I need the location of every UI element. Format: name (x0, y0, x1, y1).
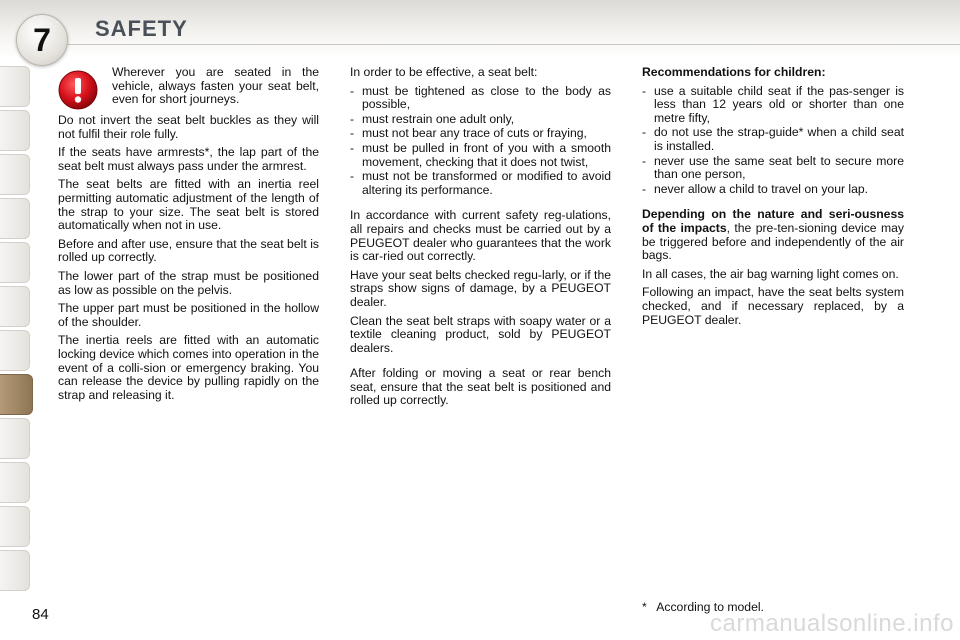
list-item: - must be tightened as close to the body as possible, (350, 85, 611, 112)
paragraph: If the seats have armrests*, the lap part of the seat belt must always pass under the armrest. (58, 145, 319, 173)
warning-block (58, 66, 319, 114)
chapter-tab[interactable] (0, 418, 30, 459)
column-left (58, 66, 319, 407)
chapter-tab[interactable] (0, 242, 30, 283)
exclamation-icon (58, 70, 98, 110)
chapter-tab-strip (0, 66, 34, 594)
chapter-number-badge: 7 (16, 14, 68, 66)
paragraph: In all cases, the air bag warning light comes on. (642, 266, 899, 281)
intro-paragraph: In order to be effective, a seat belt: (350, 65, 538, 79)
impact-text: , the pre-ten-sioning device may be triggered before and independently of the air bags. (642, 220, 904, 263)
list-item: - must be pulled in front of you with a smooth movement, checking that it does not twist, (350, 142, 611, 169)
list-item: - must not bear any trace of cuts or fraying, (350, 127, 611, 141)
list-item: - must not be transformed or modified to avoid altering its performance. (350, 170, 611, 197)
paragraph: The seat belts are fitted with an inertia reel permitting automatic adjustment of the length of the strap to your size. The seat belt is stored automatically when not in use. (58, 177, 319, 233)
footnote: * According to model. (642, 600, 764, 614)
chapter-tab[interactable] (0, 154, 30, 195)
chapter-tab[interactable] (0, 330, 30, 371)
chapter-tab-active[interactable] (0, 374, 33, 415)
list-item: - must restrain one adult only, (350, 113, 611, 127)
paragraph: Do not invert the seat belt buckles as they will not fulfil their role fully. (58, 113, 319, 141)
paragraph: The inertia reels are fitted with an automatic locking device which comes into operation in the event of a colli-sion or emergency braking. You can release the device by pulling rapidly on the strap and releasing it. (58, 333, 319, 402)
chapter-title: SAFETY (95, 16, 188, 41)
paragraph: Following an impact, have the seat belts system checked, and if necessary replaced, by a PEUGEOT dealer. (642, 285, 904, 327)
chapter-tab[interactable] (0, 198, 30, 239)
page-number: 84 (32, 606, 49, 623)
header-divider (60, 44, 960, 45)
chapter-tab[interactable] (0, 550, 30, 591)
children-recommendations-list (642, 85, 904, 197)
seat-belt-requirements-list (350, 85, 611, 198)
paragraph: Clean the seat belt straps with soapy water or a textile cleaning product, sold by PEUGEOT dealers. (350, 313, 611, 355)
column-right (642, 66, 904, 332)
watermark: carmanualsonline.info (710, 610, 954, 637)
list-item: - never allow a child to travel on your lap. (642, 183, 904, 197)
chapter-tab[interactable] (0, 506, 30, 547)
list-item: - use a suitable child seat if the pas-senger is less than 12 years old or shorter than one metre fifty, (642, 85, 904, 126)
intro-paragraph: Wherever you are seated in the vehicle, always fasten your seat belt, even for short journeys. (112, 66, 319, 107)
children-heading: Recommendations for children: (642, 65, 826, 79)
list-item: - never use the same seat belt to secure more than one person, (642, 155, 904, 182)
chapter-tab[interactable] (0, 286, 30, 327)
column-middle (350, 66, 611, 413)
paragraph: In accordance with current safety reg-ulations, all repairs and checks must be carried out by a PEUGEOT dealer who guarantees that the work is car-ried out correctly. (350, 208, 611, 264)
chapter-tab[interactable] (0, 66, 30, 107)
paragraph: The lower part of the strap must be positioned as low as possible on the pelvis. (58, 268, 319, 297)
paragraph: Have your seat belts checked regu-larly, or if the straps show signs of damage, by a PEUGEOT dealer. (350, 267, 611, 309)
chapter-tab[interactable] (0, 462, 30, 503)
chapter-tab[interactable] (0, 110, 30, 151)
list-item: - do not use the strap-guide* when a child seat is installed. (642, 126, 904, 153)
paragraph: The upper part must be positioned in the hollow of the shoulder. (58, 301, 319, 329)
impact-bold-text: Depending on the nature and seri-ousness of the impacts (642, 207, 904, 235)
paragraph: Before and after use, ensure that the seat belt is rolled up correctly. (58, 236, 319, 265)
impact-paragraph (642, 208, 904, 262)
paragraph: After folding or moving a seat or rear bench seat, ensure that the seat belt is positioned and rolled up correctly. (350, 366, 611, 408)
